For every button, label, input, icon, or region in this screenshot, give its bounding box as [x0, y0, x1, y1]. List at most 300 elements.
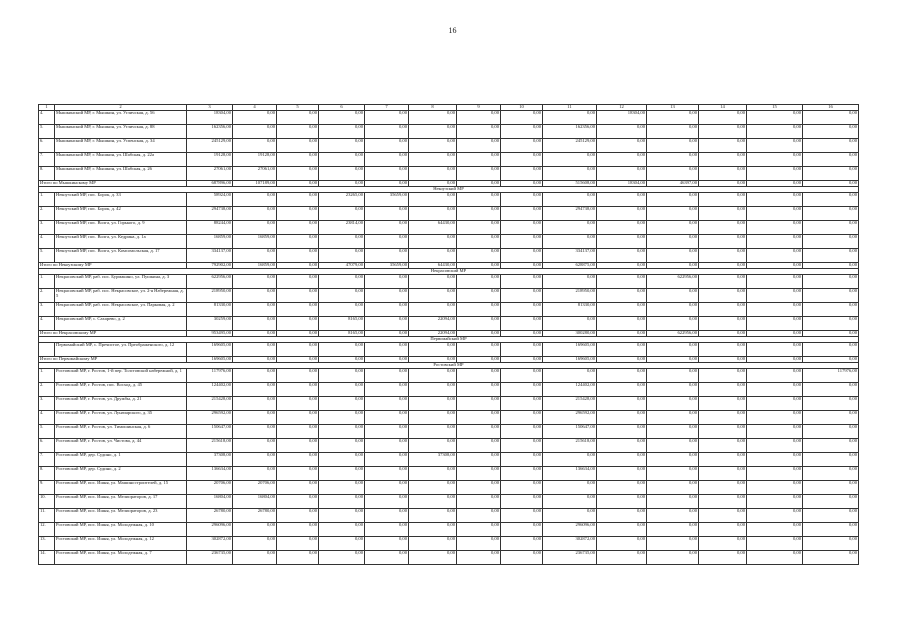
table-row [39, 153, 859, 167]
amount-cell: 0,00 [233, 453, 277, 467]
address-cell: Некоузский МР, пос. Борок, д. 42 [55, 207, 187, 221]
amount-cell: 236735,00 [187, 551, 233, 565]
amount-cell: 0,00 [457, 207, 501, 221]
amount-cell: 0,00 [543, 153, 597, 167]
amount-cell: 0,00 [409, 495, 457, 509]
total-amount-cell: 169605,00 [187, 357, 233, 363]
amount-cell: 0,00 [597, 537, 647, 551]
amount-cell: 0,00 [501, 125, 543, 139]
amount-cell: 0,00 [501, 467, 543, 481]
amount-cell: 245129,00 [187, 139, 233, 153]
amount-cell: 0,00 [803, 317, 859, 331]
amount-cell: 0,00 [277, 235, 319, 249]
total-amount-cell: 0,00 [277, 331, 319, 337]
amount-cell: 0,00 [409, 369, 457, 383]
total-amount-cell: 792902,00 [187, 263, 233, 269]
amount-cell: 0,00 [409, 167, 457, 181]
row-index: 4. [39, 111, 55, 125]
amount-cell: 136634,00 [543, 467, 597, 481]
amount-cell: 0,00 [647, 207, 699, 221]
amount-cell: 35659,00 [365, 193, 409, 207]
amount-cell: 0,00 [597, 303, 647, 317]
address-cell: Некоузский МР, пос. Волга, ул. Кедрина, д. 1а [55, 235, 187, 249]
table-row [39, 289, 859, 303]
address-cell: Мышкинский МР, г. Мышкин, ул. Успенская, д. 34 [55, 139, 187, 153]
amount-cell: 22094,00 [409, 317, 457, 331]
amount-cell: 0,00 [319, 411, 365, 425]
amount-cell: 0,00 [277, 139, 319, 153]
amount-cell: 0,00 [699, 125, 747, 139]
row-index: 5. [39, 425, 55, 439]
total-label: Итого по Первомайскому МР [39, 357, 187, 363]
amount-cell: 0,00 [365, 317, 409, 331]
total-amount-cell: 0,00 [501, 181, 543, 187]
total-amount-cell: 0,00 [365, 331, 409, 337]
total-amount-cell: 0,00 [457, 181, 501, 187]
total-amount-cell: 18304,00 [597, 181, 647, 187]
amount-cell: 0,00 [277, 303, 319, 317]
amount-cell: 0,00 [647, 167, 699, 181]
amount-cell: 0,00 [365, 369, 409, 383]
address-cell: Мышкинский МР, г. Мышкин, ул. Шабская, д. 22а [55, 153, 187, 167]
amount-cell: 0,00 [699, 235, 747, 249]
amount-cell: 136634,00 [187, 467, 233, 481]
amount-cell: 124402,00 [187, 383, 233, 397]
amount-cell: 0,00 [365, 235, 409, 249]
amount-cell: 0,00 [647, 111, 699, 125]
amount-cell: 0,00 [699, 289, 747, 303]
row-index: 10. [39, 495, 55, 509]
amount-cell: 0,00 [457, 303, 501, 317]
amount-cell: 0,00 [365, 467, 409, 481]
row-index: 11. [39, 509, 55, 523]
amount-cell: 0,00 [803, 235, 859, 249]
amount-cell: 296096,00 [543, 523, 597, 537]
amount-cell: 0,00 [409, 481, 457, 495]
column-number: 5 [277, 105, 319, 111]
table-row [39, 343, 859, 357]
amount-cell: 0,00 [501, 249, 543, 263]
amount-cell: 0,00 [803, 207, 859, 221]
row-index: 8. [39, 467, 55, 481]
amount-cell: 0,00 [647, 317, 699, 331]
table-row [39, 139, 859, 153]
amount-cell: 0,00 [233, 275, 277, 289]
amount-cell: 0,00 [699, 537, 747, 551]
amount-cell: 0,00 [597, 383, 647, 397]
total-amount-cell: 0,00 [365, 357, 409, 363]
address-cell: Ростовский МР, пос. Ишня, ул. Молодежная, д. 7 [55, 551, 187, 565]
total-amount-cell: 515608,00 [543, 181, 597, 187]
amount-cell: 245129,00 [543, 139, 597, 153]
amount-cell: 0,00 [409, 207, 457, 221]
amount-cell: 0,00 [501, 523, 543, 537]
amount-cell: 0,00 [319, 125, 365, 139]
total-amount-cell: 0,00 [409, 181, 457, 187]
amount-cell: 0,00 [699, 439, 747, 453]
column-number: 4 [233, 105, 277, 111]
amount-cell: 0,00 [597, 453, 647, 467]
table-row [39, 523, 859, 537]
address-cell: Некрасовский МР, раб. пос. Некрасовское, ул. Парковая, д. 2 [55, 303, 187, 317]
address-cell: Ростовский МР, дер. Судино, д. 2 [55, 467, 187, 481]
amount-cell: 0,00 [365, 495, 409, 509]
table-row [39, 383, 859, 397]
amount-cell: 0,00 [277, 125, 319, 139]
amount-cell: 0,00 [501, 509, 543, 523]
amount-cell: 0,00 [319, 495, 365, 509]
amount-cell: 0,00 [277, 495, 319, 509]
amount-cell: 0,00 [747, 207, 803, 221]
amount-cell: 0,00 [543, 369, 597, 383]
amount-cell: 0,00 [365, 453, 409, 467]
amount-cell: 0,00 [803, 275, 859, 289]
total-amount-cell: 0,00 [699, 263, 747, 269]
total-amount-cell: 0,00 [647, 357, 699, 363]
amount-cell: 0,00 [647, 303, 699, 317]
amount-cell: 0,00 [501, 139, 543, 153]
amount-cell: 0,00 [647, 537, 699, 551]
amount-cell: 0,00 [699, 275, 747, 289]
amount-cell: 0,00 [747, 509, 803, 523]
amount-cell: 294738,00 [543, 207, 597, 221]
amount-cell: 0,00 [699, 249, 747, 263]
amount-cell: 0,00 [365, 289, 409, 303]
amount-cell: 0,00 [233, 289, 277, 303]
amount-cell: 0,00 [365, 249, 409, 263]
amount-cell: 27061,00 [233, 167, 277, 181]
section-title: Ростовский МР [39, 363, 859, 369]
amount-cell: 0,00 [233, 383, 277, 397]
table-row [39, 537, 859, 551]
address-cell: Первомайский МР, с. Пречистое, ул. Преображенского, д. 12 [55, 343, 187, 357]
amount-cell: 0,00 [543, 481, 597, 495]
amount-cell: 0,00 [543, 221, 597, 235]
row-index: 2. [39, 207, 55, 221]
page-number: 16 [448, 26, 457, 35]
amount-cell: 0,00 [365, 275, 409, 289]
amount-cell: 0,00 [501, 481, 543, 495]
amount-cell: 334137,00 [187, 249, 233, 263]
column-number: 8 [409, 105, 457, 111]
amount-cell: 294738,00 [187, 207, 233, 221]
address-cell: Ростовский МР, пос. Ишня, ул. Машиностроителей, д. 15 [55, 481, 187, 495]
total-amount-cell: 35659,00 [365, 263, 409, 269]
amount-cell: 0,00 [319, 383, 365, 397]
amount-cell: 0,00 [803, 411, 859, 425]
amount-cell: 0,00 [597, 343, 647, 357]
amount-cell: 0,00 [501, 369, 543, 383]
amount-cell: 16859,00 [187, 235, 233, 249]
amount-cell: 169605,00 [543, 343, 597, 357]
amount-cell: 0,00 [597, 207, 647, 221]
amount-cell: 0,00 [647, 411, 699, 425]
table-row [39, 397, 859, 411]
row-index: 7. [39, 453, 55, 467]
amount-cell: 0,00 [409, 467, 457, 481]
amount-cell: 0,00 [457, 125, 501, 139]
amount-cell: 0,00 [277, 397, 319, 411]
amount-cell: 0,00 [597, 235, 647, 249]
total-amount-cell: 687896,00 [187, 181, 233, 187]
amount-cell: 0,00 [365, 383, 409, 397]
total-amount-cell: 0,00 [699, 181, 747, 187]
amount-cell: 0,00 [597, 509, 647, 523]
column-number: 12 [597, 105, 647, 111]
amount-cell: 0,00 [319, 207, 365, 221]
amount-cell: 0,00 [501, 495, 543, 509]
amount-cell: 0,00 [747, 453, 803, 467]
amount-cell: 236735,00 [543, 551, 597, 565]
row-index: 1. [39, 369, 55, 383]
amount-cell: 0,00 [409, 439, 457, 453]
table-row [39, 551, 859, 565]
amount-cell: 0,00 [457, 235, 501, 249]
amount-cell: 88244,00 [187, 221, 233, 235]
amount-cell: 0,00 [699, 193, 747, 207]
amount-cell: 0,00 [647, 397, 699, 411]
amount-cell: 0,00 [409, 537, 457, 551]
amount-cell: 0,00 [233, 193, 277, 207]
total-amount-cell: 0,00 [597, 331, 647, 337]
amount-cell: 0,00 [699, 383, 747, 397]
total-amount-cell: 0,00 [747, 263, 803, 269]
amount-cell: 0,00 [699, 523, 747, 537]
amount-cell: 0,00 [277, 317, 319, 331]
amount-cell: 0,00 [409, 289, 457, 303]
total-amount-cell: 0,00 [747, 181, 803, 187]
row-index: 1. [39, 193, 55, 207]
amount-cell: 334137,00 [543, 249, 597, 263]
amount-cell: 0,00 [747, 167, 803, 181]
total-amount-cell: 0,00 [501, 263, 543, 269]
amount-cell: 0,00 [803, 153, 859, 167]
total-amount-cell: 16859,00 [233, 263, 277, 269]
column-number: 15 [747, 105, 803, 111]
table-row [39, 235, 859, 249]
amount-cell: 0,00 [699, 397, 747, 411]
amount-cell: 0,00 [365, 397, 409, 411]
total-amount-cell: 0,00 [457, 357, 501, 363]
amount-cell: 37308,00 [187, 453, 233, 467]
amount-cell: 0,00 [597, 369, 647, 383]
amount-cell: 0,00 [699, 481, 747, 495]
amount-cell: 0,00 [233, 317, 277, 331]
address-cell: Ростовский МР, г. Ростов, пос. Восход, д. 45 [55, 383, 187, 397]
amount-cell: 0,00 [277, 153, 319, 167]
amount-cell: 0,00 [457, 249, 501, 263]
total-amount-cell: 953495,00 [187, 331, 233, 337]
amount-cell: 0,00 [803, 481, 859, 495]
amount-cell: 0,00 [365, 523, 409, 537]
row-index: 4. [39, 235, 55, 249]
amount-cell: 0,00 [457, 289, 501, 303]
total-amount-cell: 0,00 [233, 331, 277, 337]
amount-cell: 0,00 [319, 289, 365, 303]
amount-cell: 0,00 [597, 397, 647, 411]
amount-cell: 0,00 [747, 139, 803, 153]
total-amount-cell: 47079,00 [319, 263, 365, 269]
amount-cell: 0,00 [699, 551, 747, 565]
amount-cell: 0,00 [803, 495, 859, 509]
amount-cell: 0,00 [647, 153, 699, 167]
amount-cell: 0,00 [747, 495, 803, 509]
amount-cell: 0,00 [501, 439, 543, 453]
address-cell: Некоузский МР, пос. Волга, ул. Комсомольская, д. 17 [55, 249, 187, 263]
amount-cell: 0,00 [365, 537, 409, 551]
amount-cell: 26780,00 [187, 509, 233, 523]
table-row [39, 509, 859, 523]
amount-cell: 0,00 [277, 221, 319, 235]
amount-cell: 296592,00 [543, 411, 597, 425]
table-row [39, 317, 859, 331]
amount-cell: 0,00 [747, 369, 803, 383]
amount-cell: 0,00 [457, 425, 501, 439]
total-amount-cell: 169605,00 [543, 357, 597, 363]
amount-cell: 0,00 [365, 551, 409, 565]
amount-cell: 0,00 [457, 369, 501, 383]
amount-cell: 0,00 [501, 551, 543, 565]
address-cell: Ростовский МР, г. Ростов, ул. Тимошинская, д. 6 [55, 425, 187, 439]
amount-cell: 0,00 [277, 537, 319, 551]
amount-cell: 0,00 [803, 193, 859, 207]
amount-cell: 0,00 [409, 275, 457, 289]
address-cell: Ростовский МР, пос. Ишня, ул. Молодежная, д. 10 [55, 523, 187, 537]
amount-cell: 0,00 [543, 495, 597, 509]
amount-cell: 0,00 [803, 551, 859, 565]
amount-cell: 0,00 [647, 509, 699, 523]
amount-cell: 26780,00 [233, 509, 277, 523]
amount-cell: 0,00 [647, 125, 699, 139]
section-title: Некоузский МР [39, 187, 859, 193]
amount-cell: 162356,00 [543, 125, 597, 139]
amount-cell: 0,00 [803, 425, 859, 439]
amount-cell: 0,00 [747, 153, 803, 167]
total-amount-cell: 0,00 [501, 331, 543, 337]
row-index: 9. [39, 481, 55, 495]
amount-cell: 0,00 [319, 439, 365, 453]
total-amount-cell: 300280,00 [543, 331, 597, 337]
table-row [39, 249, 859, 263]
amount-cell: 16804,00 [187, 495, 233, 509]
address-cell: Некрасовский МР, раб. пос. Некрасовское, ул. 2-я Набережная, д. 5 [55, 289, 187, 303]
amount-cell: 0,00 [747, 439, 803, 453]
section-title: Некрасовский МР [39, 269, 859, 275]
amount-cell: 0,00 [277, 509, 319, 523]
amount-cell: 0,00 [277, 275, 319, 289]
amount-cell: 0,00 [277, 439, 319, 453]
amount-cell: 0,00 [365, 139, 409, 153]
address-cell: Ростовский МР, г. Ростов, ул. Луначарского, д. 35 [55, 411, 187, 425]
amount-cell: 0,00 [597, 523, 647, 537]
amount-cell: 0,00 [699, 453, 747, 467]
total-amount-cell: 0,00 [319, 181, 365, 187]
row-index: 7. [39, 153, 55, 167]
amount-cell: 0,00 [699, 495, 747, 509]
amount-cell: 0,00 [747, 551, 803, 565]
amount-cell: 0,00 [501, 303, 543, 317]
amount-cell: 0,00 [233, 467, 277, 481]
amount-cell: 0,00 [319, 111, 365, 125]
amount-cell: 0,00 [747, 193, 803, 207]
row-index: 1. [39, 275, 55, 289]
total-amount-cell: 0,00 [319, 357, 365, 363]
table-body [39, 105, 859, 565]
amount-cell: 0,00 [747, 425, 803, 439]
amount-cell: 0,00 [457, 343, 501, 357]
table-row [39, 467, 859, 481]
amount-cell: 0,00 [457, 193, 501, 207]
amount-cell: 0,00 [747, 467, 803, 481]
amount-cell: 0,00 [365, 125, 409, 139]
amount-cell: 0,00 [803, 111, 859, 125]
amount-cell: 0,00 [365, 343, 409, 357]
amount-cell: 0,00 [803, 467, 859, 481]
address-cell: Некоузский МР, пос. Борок, д. 33 [55, 193, 187, 207]
address-cell: Ростовский МР, пос. Ишня, ул. Молодежная, д. 12 [55, 537, 187, 551]
amount-cell: 0,00 [233, 221, 277, 235]
amount-cell: 0,00 [597, 481, 647, 495]
amount-cell: 0,00 [803, 383, 859, 397]
amount-cell: 150647,00 [187, 425, 233, 439]
amount-cell: 117976,00 [187, 369, 233, 383]
amount-cell: 0,00 [747, 343, 803, 357]
amount-cell: 0,00 [647, 235, 699, 249]
amount-cell: 0,00 [543, 317, 597, 331]
total-amount-cell: 0,00 [277, 357, 319, 363]
amount-cell: 0,00 [277, 411, 319, 425]
total-amount-cell: 0,00 [457, 331, 501, 337]
amount-cell: 0,00 [319, 167, 365, 181]
column-number: 3 [187, 105, 233, 111]
row-index: 3. [39, 303, 55, 317]
amount-cell: 0,00 [747, 523, 803, 537]
amount-cell: 0,00 [543, 235, 597, 249]
total-amount-cell: 0,00 [277, 181, 319, 187]
amount-cell: 215618,00 [187, 439, 233, 453]
table-row [39, 125, 859, 139]
amount-cell: 218950,00 [187, 289, 233, 303]
amount-cell: 0,00 [233, 139, 277, 153]
row-index [39, 343, 55, 357]
address-cell: Ростовский МР, пос. Ишня, ул. Мелиораторов, д. 23 [55, 509, 187, 523]
amount-cell: 0,00 [647, 425, 699, 439]
address-cell: Некрасовский МР, раб. пос. Бурмакино, ул. Пушкина, д. 3 [55, 275, 187, 289]
amount-cell: 0,00 [597, 167, 647, 181]
amount-cell: 0,00 [365, 303, 409, 317]
amount-cell: 0,00 [457, 523, 501, 537]
amount-cell: 0,00 [647, 139, 699, 153]
amount-cell: 58924,00 [187, 193, 233, 207]
amount-cell: 0,00 [457, 453, 501, 467]
amount-cell: 0,00 [233, 397, 277, 411]
total-amount-cell: 622956,00 [647, 331, 699, 337]
amount-cell: 0,00 [233, 551, 277, 565]
amount-cell: 0,00 [543, 275, 597, 289]
address-cell: Ростовский МР, г. Ростов, ул. Дружбы, д. 21 [55, 397, 187, 411]
amount-cell: 0,00 [365, 411, 409, 425]
amount-cell: 0,00 [409, 523, 457, 537]
amount-cell: 0,00 [233, 439, 277, 453]
total-amount-cell: 0,00 [597, 357, 647, 363]
amount-cell: 0,00 [647, 221, 699, 235]
table-row [39, 221, 859, 235]
amount-cell: 0,00 [277, 167, 319, 181]
column-number: 10 [501, 105, 543, 111]
amount-cell: 0,00 [457, 167, 501, 181]
amount-cell: 215428,00 [543, 397, 597, 411]
amount-cell: 0,00 [365, 153, 409, 167]
